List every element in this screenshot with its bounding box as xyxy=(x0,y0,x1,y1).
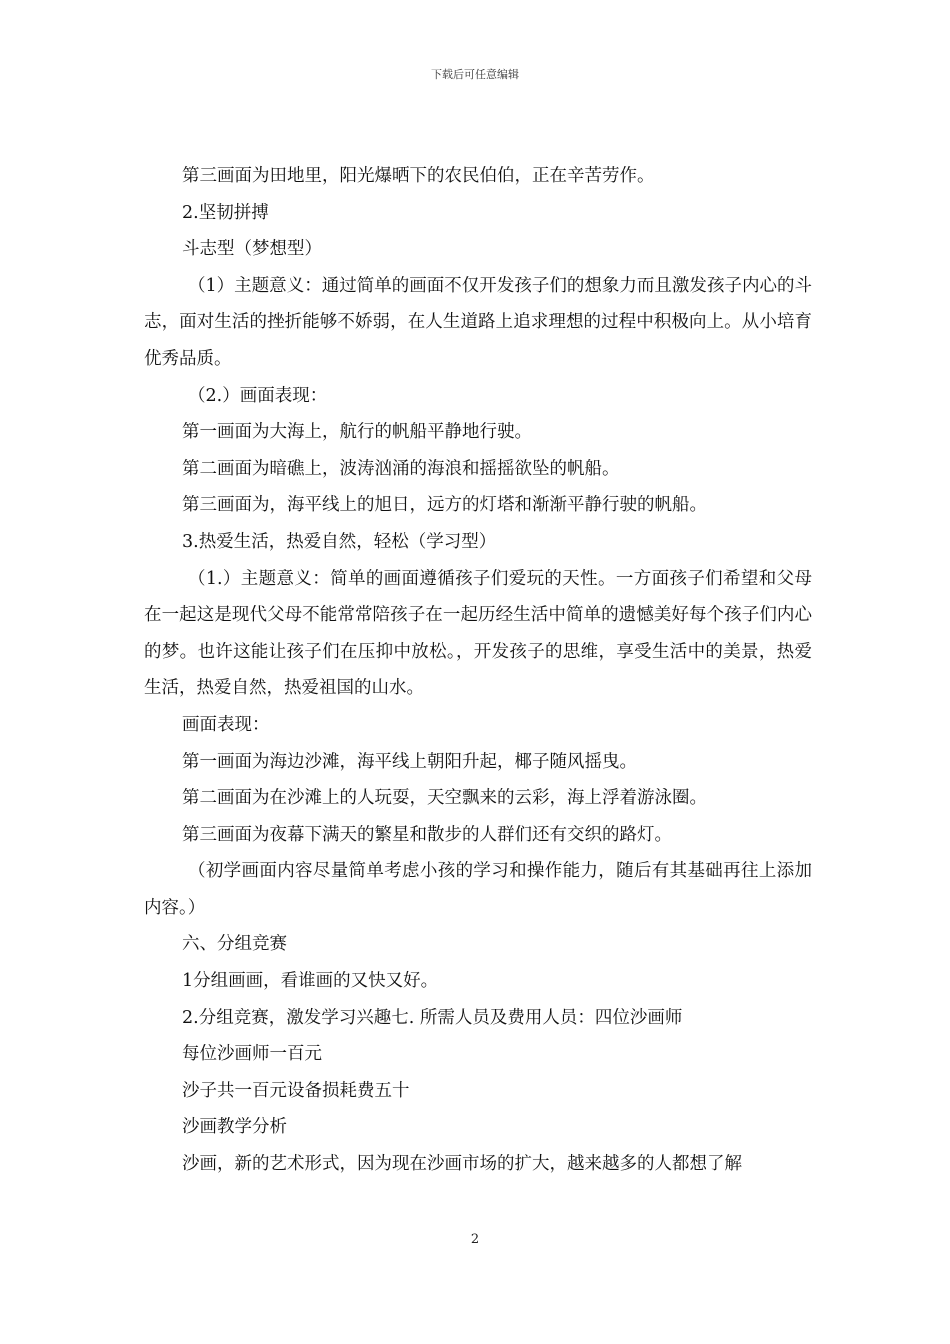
document-body xyxy=(144,158,812,1183)
paragraph: 第一画面为海边沙滩，海平线上朝阳升起，椰子随风摇曳。 xyxy=(182,751,637,772)
subheading: 斗志型（梦想型） xyxy=(182,239,322,260)
paragraph: 第三画面为，海平线上的旭日，远方的灯塔和渐渐平静行驶的帆船。 xyxy=(182,495,707,516)
section-heading: 3.热爱生活，热爱自然，轻松（学习型） xyxy=(182,531,497,552)
paragraph: 第三画面为夜幕下满天的繁星和散步的人群们还有交织的路灯。 xyxy=(182,824,672,845)
paragraph: 1分组画画，看谁画的又快又好。 xyxy=(182,971,439,992)
subheading: 沙画教学分析 xyxy=(182,1117,287,1138)
paragraph: 第二画面为暗礁上，波涛汹涌的海浪和摇摇欲坠的帆船。 xyxy=(182,458,620,479)
subheading: 画面表现： xyxy=(182,714,270,735)
page-header: 下载后可任意编辑 xyxy=(431,68,519,81)
paragraph: （1）主题意义：通过简单的画面不仅开发孩子们的想象力而且激发孩子内心的斗志，面对生活的挫折能够不娇弱，在人生道路上追求理想的过程中积极向上。从小培育优秀品质。 xyxy=(144,275,812,369)
paragraph: 第一画面为大海上，航行的帆船平静地行驶。 xyxy=(182,422,532,443)
paragraph: 2.分组竞赛，激发学习兴趣七. 所需人员及费用人员：四位沙画师 xyxy=(182,1007,683,1028)
page-number: 2 xyxy=(470,1232,480,1247)
subheading: （2.）画面表现： xyxy=(188,385,328,406)
paragraph: （1.）主题意义：简单的画面遵循孩子们爱玩的天性。一方面孩子们希望和父母在一起这是现代父母不能常常陪孩子在一起历经生活中简单的遗憾美好每个孩子们内心的梦。也许这能让孩子们在压抑中放松。，开发孩子的思维，享受生活中的美景，热爱生活，热爱自然，热爱祖国的山水。 xyxy=(144,568,812,699)
section-heading: 六、分组竞赛 xyxy=(182,934,287,955)
paragraph: 第二画面为在沙滩上的人玩耍，天空飘来的云彩，海上浮着游泳圈。 xyxy=(182,788,707,809)
paragraph: 沙画，新的艺术形式，因为现在沙画市场的扩大，越来越多的人都想了解 xyxy=(182,1154,742,1175)
paragraph: 第三画面为田地里，阳光爆晒下的农民伯伯，正在辛苦劳作。 xyxy=(182,166,655,186)
paragraph: （初学画面内容尽量简单考虑小孩的学习和操作能力，随后有其基础再往上添加内容。） xyxy=(144,861,812,918)
paragraph: 沙子共一百元设备损耗费五十 xyxy=(182,1080,410,1101)
paragraph: 每位沙画师一百元 xyxy=(182,1044,322,1065)
section-heading: 2.坚韧拼搏 xyxy=(182,202,269,223)
